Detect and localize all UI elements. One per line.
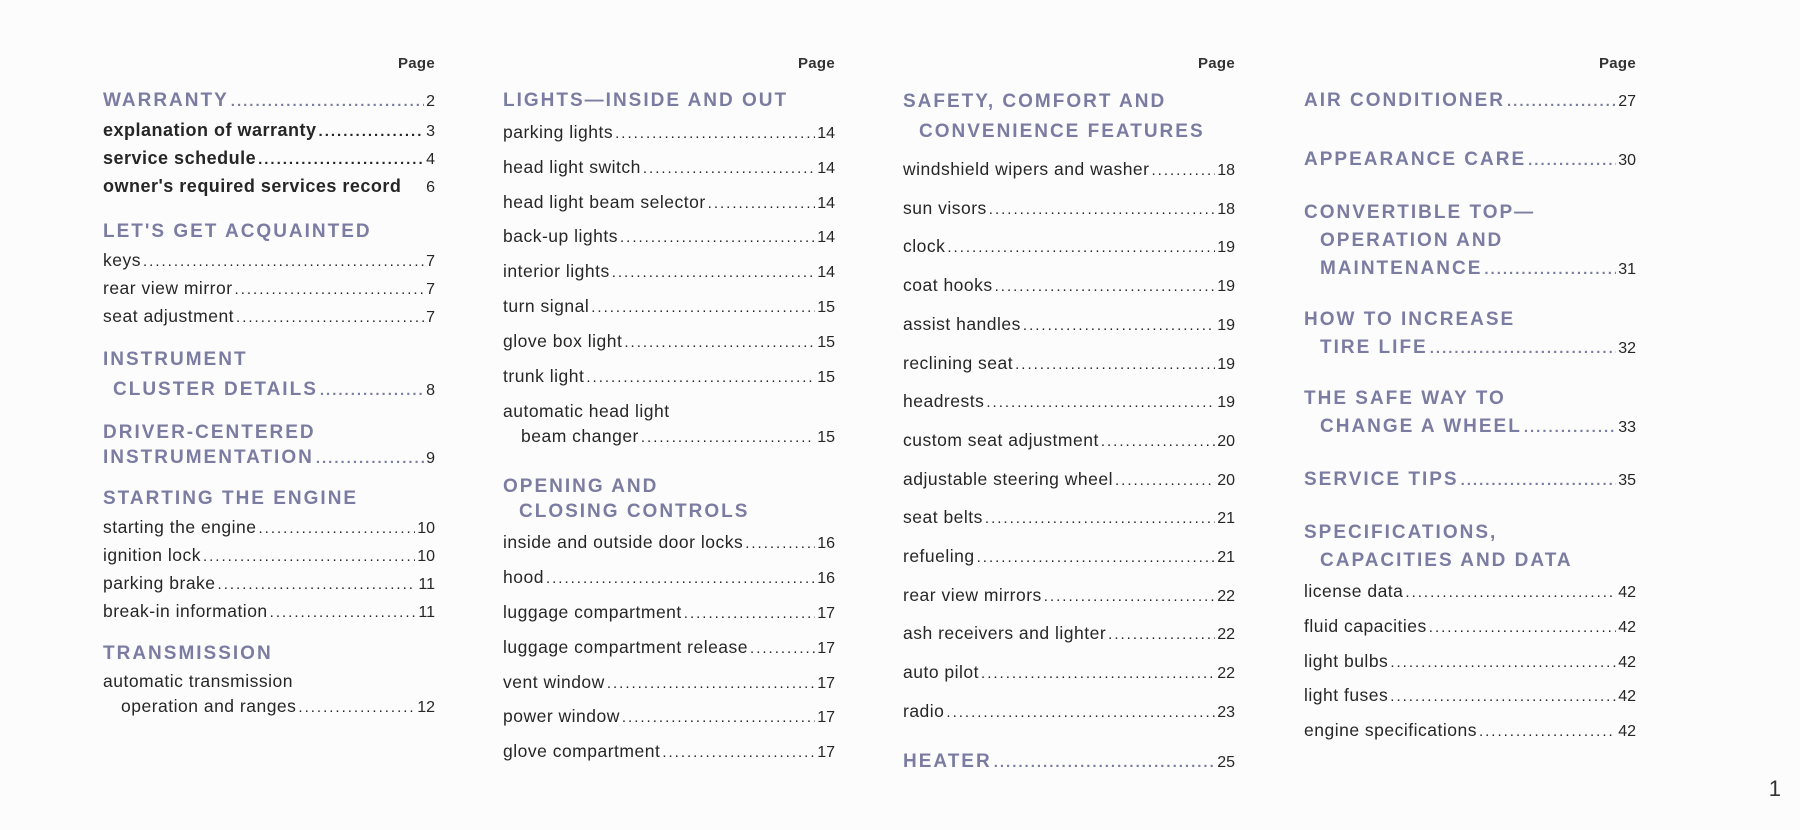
page-ref: 22 xyxy=(1217,626,1235,644)
toc-entry[interactable] xyxy=(103,145,435,173)
entry-label: assist handles xyxy=(903,313,1021,334)
page-ref: 18 xyxy=(1217,200,1235,218)
section-title: WARRANTY xyxy=(103,90,229,111)
dot-leader xyxy=(258,146,424,173)
entry-label: interior lights xyxy=(503,261,610,282)
toc-section-specifications xyxy=(1304,519,1636,749)
entry-label: parking brake xyxy=(103,573,216,593)
page-ref: 19 xyxy=(1217,278,1235,296)
dot-leader xyxy=(236,304,424,331)
page-ref: 11 xyxy=(418,604,435,621)
page-ref: 42 xyxy=(1618,688,1636,706)
dot-leader xyxy=(946,695,1215,732)
page-ref: 10 xyxy=(417,548,435,565)
toc-entry-air-conditioner[interactable] xyxy=(1304,87,1636,116)
toc-entry[interactable] xyxy=(503,596,835,631)
toc-entry[interactable] xyxy=(903,306,1235,345)
toc-entry[interactable] xyxy=(903,151,1235,190)
page-ref: 17 xyxy=(817,604,835,622)
entry-label-cont: beam changer xyxy=(521,426,639,447)
toc-entry[interactable] xyxy=(903,615,1235,654)
page-ref: 14 xyxy=(817,194,835,212)
toc-entry-cluster-details[interactable] xyxy=(103,375,435,406)
entry-label: break-in information xyxy=(103,601,268,621)
dot-leader xyxy=(143,248,424,275)
dot-leader xyxy=(1484,256,1616,284)
toc-entry[interactable] xyxy=(103,598,435,626)
page-ref: 21 xyxy=(1217,510,1235,528)
toc-entry-instrumentation[interactable] xyxy=(103,445,435,471)
dot-leader xyxy=(316,446,424,471)
section-title-cont: CONVENIENCE FEATURES xyxy=(919,121,1205,142)
entry-label: seat adjustment xyxy=(103,306,235,326)
entry-label: adjustable steering wheel xyxy=(903,468,1113,489)
toc-entry[interactable] xyxy=(903,267,1235,306)
entry-label: keys xyxy=(103,250,141,270)
toc-column-4 xyxy=(1304,55,1636,767)
entry-label: hood xyxy=(503,567,544,588)
toc-entry[interactable] xyxy=(503,700,835,735)
entry-label: parking lights xyxy=(503,122,614,142)
page-ref: 11 xyxy=(418,576,435,593)
toc-section-safety-comfort xyxy=(903,87,1235,732)
page-ref: 22 xyxy=(1217,587,1235,605)
page-ref: 30 xyxy=(1618,152,1636,169)
toc-entry[interactable] xyxy=(903,190,1235,229)
entry-label: turn signal xyxy=(503,295,590,316)
dot-leader xyxy=(320,376,424,406)
entry-label: luggage compartment xyxy=(503,601,682,622)
toc-section-service-tips xyxy=(1304,466,1636,495)
toc-column-3 xyxy=(903,55,1235,794)
dot-leader xyxy=(708,187,816,221)
section-title: HEATER xyxy=(903,750,992,772)
page-ref: 21 xyxy=(1217,549,1235,567)
toc-entry[interactable] xyxy=(1304,679,1636,714)
toc-entry[interactable] xyxy=(503,631,835,666)
entry-label: license data xyxy=(1304,581,1404,601)
page-ref: 17 xyxy=(817,744,835,762)
section-title: HOW TO INCREASE xyxy=(1304,309,1516,330)
toc-entry[interactable] xyxy=(103,542,435,570)
dot-leader xyxy=(643,152,815,186)
toc-entry[interactable] xyxy=(903,577,1235,616)
dot-leader xyxy=(1108,617,1215,654)
toc-entry[interactable] xyxy=(903,654,1235,693)
entry-label: reclining seat xyxy=(903,352,1014,373)
page-ref: 22 xyxy=(1217,665,1235,683)
toc-entry[interactable] xyxy=(503,666,835,701)
section-title: SERVICE TIPS xyxy=(1304,469,1459,490)
toc-column-1 xyxy=(103,55,435,738)
toc-section-heater xyxy=(903,748,1235,776)
toc-entry[interactable] xyxy=(903,461,1235,500)
entry-label: light fuses xyxy=(1304,685,1389,706)
page-ref: 7 xyxy=(426,253,435,270)
section-title: SPECIFICATIONS, xyxy=(1304,522,1498,543)
page-ref: 7 xyxy=(426,309,435,326)
dot-leader xyxy=(1115,463,1215,500)
toc-entry[interactable] xyxy=(103,117,435,145)
entry-label: auto pilot xyxy=(903,662,980,683)
section-title: CONVERTIBLE TOP— xyxy=(1304,202,1536,223)
entry-label: ash receivers and lighter xyxy=(903,623,1107,644)
toc-entry[interactable] xyxy=(103,275,435,303)
toc-section-transmission xyxy=(103,640,435,720)
dot-leader xyxy=(319,118,425,145)
page-ref: 42 xyxy=(1618,723,1636,741)
toc-entry[interactable] xyxy=(503,290,835,325)
toc-section-air-conditioner xyxy=(1304,87,1636,116)
page-ref: 33 xyxy=(1618,419,1636,436)
page-ref: 14 xyxy=(817,229,835,247)
entry-label: trunk light xyxy=(503,365,585,386)
toc-entry-service-tips[interactable] xyxy=(1304,466,1636,495)
dot-leader xyxy=(1390,680,1616,714)
page-ref: 10 xyxy=(417,520,435,537)
toc-entry[interactable] xyxy=(1304,610,1636,645)
dot-leader xyxy=(1429,611,1616,645)
toc-entry[interactable] xyxy=(1304,575,1636,610)
section-title-cont: INSTRUMENTATION xyxy=(103,447,314,468)
section-title-cont: CHANGE A WHEEL xyxy=(1320,416,1522,437)
section-title: AIR CONDITIONER xyxy=(1304,90,1505,111)
entry-label: automatic transmission xyxy=(103,671,293,691)
toc-section-starting-engine xyxy=(103,485,435,626)
entry-label: power window xyxy=(503,706,620,727)
page-ref: 42 xyxy=(1618,618,1636,636)
dot-leader xyxy=(1479,715,1616,749)
entry-label: engine specifications xyxy=(1304,720,1477,741)
dot-leader xyxy=(684,597,815,631)
entry-label: rear view mirror xyxy=(103,278,233,298)
page-ref: 4 xyxy=(426,151,435,168)
page-column-header: Page xyxy=(1197,55,1235,72)
section-title-cont: OPERATION AND xyxy=(1320,230,1504,251)
entry-label: seat belts xyxy=(903,507,983,528)
page-ref: 3 xyxy=(426,123,435,140)
dot-leader xyxy=(615,117,815,151)
page-ref: 23 xyxy=(1217,703,1235,721)
entry-label: owner's required services record xyxy=(103,176,402,196)
toc-entry[interactable] xyxy=(503,151,835,186)
section-title: OPENING AND xyxy=(503,476,659,498)
toc-entry[interactable] xyxy=(1304,714,1636,749)
page-ref: 18 xyxy=(1217,162,1235,179)
dot-leader xyxy=(1015,347,1215,384)
page-ref: 15 xyxy=(817,368,835,386)
entry-label: automatic head light xyxy=(503,401,670,422)
toc-section-tire-life xyxy=(1304,306,1636,363)
page-column-header: Page xyxy=(797,55,835,72)
dot-leader xyxy=(1461,467,1617,495)
toc-column-2 xyxy=(503,55,835,788)
dot-leader xyxy=(745,527,815,561)
dot-leader xyxy=(231,88,424,115)
toc-entry[interactable] xyxy=(503,116,835,151)
dot-leader xyxy=(259,515,416,542)
page-ref: 17 xyxy=(817,709,835,727)
dot-leader xyxy=(1101,424,1215,461)
entry-label: head light beam selector xyxy=(503,191,706,212)
entry-label: clock xyxy=(903,236,946,257)
toc-entry[interactable] xyxy=(103,514,435,542)
dot-leader xyxy=(947,230,1215,267)
toc-entry[interactable] xyxy=(503,255,835,290)
page-ref: 16 xyxy=(817,535,835,553)
page-number: 1 xyxy=(1768,776,1781,801)
toc-section-acquainted xyxy=(103,218,435,331)
entry-label: windshield wipers and washer xyxy=(903,159,1150,179)
toc-section-instrument-cluster xyxy=(103,345,435,406)
page-ref: 14 xyxy=(817,264,835,282)
page-ref: 9 xyxy=(426,450,435,467)
toc-section-change-wheel xyxy=(1304,385,1636,442)
entry-label: glove box light xyxy=(503,330,623,351)
toc-entry[interactable] xyxy=(503,186,835,221)
section-title-cont: CLUSTER DETAILS xyxy=(113,379,318,400)
toc-section-opening-closing xyxy=(503,474,835,770)
section-title-cont: TIRE LIFE xyxy=(1320,337,1428,358)
dot-leader xyxy=(1430,335,1616,363)
page-ref: 19 xyxy=(1217,316,1235,334)
dot-leader xyxy=(622,701,815,735)
entry-label: starting the engine xyxy=(103,517,257,537)
entry-label-cont: operation and ranges xyxy=(121,696,297,716)
entry-label: back-up lights xyxy=(503,226,618,247)
toc-entry[interactable] xyxy=(903,693,1235,732)
section-title: THE SAFE WAY TO xyxy=(1304,388,1506,409)
page-ref: 31 xyxy=(1618,261,1636,278)
toc-section-driver-centered xyxy=(103,420,435,471)
page-column-header: Page xyxy=(397,55,435,72)
dot-leader xyxy=(620,221,815,255)
toc-entry[interactable] xyxy=(503,325,835,360)
page-ref: 42 xyxy=(1618,653,1636,671)
toc-entry[interactable] xyxy=(903,383,1235,422)
page-ref: 19 xyxy=(1217,394,1235,412)
toc-entry[interactable] xyxy=(503,561,835,596)
entry-label: fluid capacities xyxy=(1304,615,1427,636)
toc-entry[interactable] xyxy=(903,345,1235,384)
entry-label: custom seat adjustment xyxy=(903,429,1099,450)
section-title: LIGHTS—INSIDE AND OUT xyxy=(503,90,789,111)
dot-leader xyxy=(546,562,815,596)
dot-leader xyxy=(203,543,415,570)
dot-leader xyxy=(235,276,425,303)
toc-entry[interactable] xyxy=(903,422,1235,461)
section-title: STARTING THE ENGINE xyxy=(103,488,359,509)
toc-entry[interactable] xyxy=(1304,645,1636,680)
dot-leader xyxy=(624,326,815,360)
toc-entry-heater[interactable] xyxy=(903,748,1235,776)
page-ref: 7 xyxy=(426,281,435,298)
dot-leader xyxy=(994,749,1215,776)
page-ref: 19 xyxy=(1217,239,1235,257)
toc-entry[interactable] xyxy=(503,526,835,561)
page-ref: 2 xyxy=(426,93,435,110)
page-ref: 32 xyxy=(1618,340,1636,357)
toc-entry[interactable] xyxy=(103,247,435,275)
toc-section-lights xyxy=(503,87,835,450)
dot-leader xyxy=(1390,646,1616,680)
dot-leader xyxy=(1405,576,1616,610)
page-ref: 15 xyxy=(817,429,835,447)
section-title: DRIVER-CENTERED xyxy=(103,422,316,443)
dot-leader xyxy=(612,256,815,290)
dot-leader xyxy=(218,571,417,598)
dot-leader xyxy=(586,361,815,395)
dot-leader xyxy=(1023,308,1215,345)
dot-leader xyxy=(607,667,815,701)
page-ref: 20 xyxy=(1217,432,1235,450)
toc-entry[interactable] xyxy=(103,173,435,201)
dot-leader xyxy=(995,269,1216,306)
entry-label: glove compartment xyxy=(503,741,661,762)
dot-leader xyxy=(298,696,415,720)
entry-label: head light switch xyxy=(503,156,641,177)
toc-entry-warranty[interactable] xyxy=(103,87,435,115)
dot-leader xyxy=(591,291,815,325)
page-ref: 17 xyxy=(817,674,835,692)
entry-label: coat hooks xyxy=(903,275,993,296)
entry-label: sun visors xyxy=(903,197,987,218)
entry-label: explanation of warranty xyxy=(103,120,317,140)
dot-leader xyxy=(270,599,417,626)
dot-leader xyxy=(1151,153,1215,190)
toc-entry-tire-life[interactable] xyxy=(1304,334,1636,363)
section-title: SAFETY, COMFORT AND xyxy=(903,91,1167,112)
toc-section-warranty xyxy=(103,87,435,201)
dot-leader xyxy=(1524,414,1616,442)
dot-leader xyxy=(981,656,1215,693)
toc-entry[interactable] xyxy=(903,499,1235,538)
entry-label: refueling xyxy=(903,546,975,567)
section-title: TRANSMISSION xyxy=(103,643,273,664)
toc-entry-appearance-care[interactable] xyxy=(1304,146,1636,175)
dot-leader xyxy=(985,501,1215,538)
entry-label: luggage compartment release xyxy=(503,636,749,657)
entry-label: ignition lock xyxy=(103,545,201,565)
page-ref: 6 xyxy=(426,179,435,196)
entry-label: vent window xyxy=(503,671,605,692)
dot-leader xyxy=(989,192,1215,229)
section-title: APPEARANCE CARE xyxy=(1304,149,1527,170)
toc-entry[interactable] xyxy=(103,694,435,720)
page-ref: 14 xyxy=(817,125,835,142)
page-ref: 15 xyxy=(817,333,835,351)
toc-section-appearance-care xyxy=(1304,146,1636,175)
entry-label: light bulbs xyxy=(1304,650,1389,671)
entry-label: radio xyxy=(903,700,945,721)
dot-leader xyxy=(662,736,815,770)
entry-label: service schedule xyxy=(103,148,257,168)
toc-entry[interactable] xyxy=(103,303,435,331)
entry-label: inside and outside door locks xyxy=(503,532,744,553)
page-ref: 12 xyxy=(417,699,435,716)
dot-leader xyxy=(1528,147,1616,175)
toc-entry[interactable] xyxy=(503,360,835,395)
section-title-cont: CLOSING CONTROLS xyxy=(519,501,750,523)
toc-entry[interactable] xyxy=(503,735,835,770)
toc-entry[interactable] xyxy=(903,228,1235,267)
toc-entry[interactable] xyxy=(903,538,1235,577)
page-ref: 8 xyxy=(426,382,435,399)
toc-entry-maintenance[interactable] xyxy=(1304,255,1636,284)
dot-leader xyxy=(977,540,1216,577)
toc-entry-change-wheel[interactable] xyxy=(1304,413,1636,442)
toc-entry[interactable] xyxy=(103,570,435,598)
page-column-header: Page xyxy=(1598,55,1636,72)
section-title-cont: CAPACITIES AND DATA xyxy=(1320,550,1573,571)
dot-leader xyxy=(986,385,1215,422)
page-ref: 20 xyxy=(1217,471,1235,489)
toc-section-convertible-top xyxy=(1304,199,1636,284)
toc-entry[interactable] xyxy=(503,220,835,255)
page-ref: 15 xyxy=(817,298,835,316)
page-ref: 16 xyxy=(817,570,835,588)
entry-label: rear view mirrors xyxy=(903,584,1042,605)
page-ref: 42 xyxy=(1618,584,1636,601)
page-ref: 35 xyxy=(1618,472,1636,489)
toc-entry[interactable] xyxy=(503,424,835,450)
page-ref: 27 xyxy=(1618,93,1636,110)
dot-leader xyxy=(641,426,815,450)
page-ref: 25 xyxy=(1217,753,1235,771)
page-ref: 17 xyxy=(817,639,835,657)
page-ref: 14 xyxy=(817,159,835,177)
page-ref: 19 xyxy=(1217,355,1235,373)
dot-leader xyxy=(1507,88,1616,116)
entry-label: headrests xyxy=(903,391,985,412)
section-title-cont: MAINTENANCE xyxy=(1320,258,1483,279)
section-title: LET'S GET ACQUAINTED xyxy=(103,221,372,242)
dot-leader xyxy=(1044,579,1215,616)
section-title: INSTRUMENT xyxy=(103,349,248,370)
dot-leader xyxy=(750,632,815,666)
